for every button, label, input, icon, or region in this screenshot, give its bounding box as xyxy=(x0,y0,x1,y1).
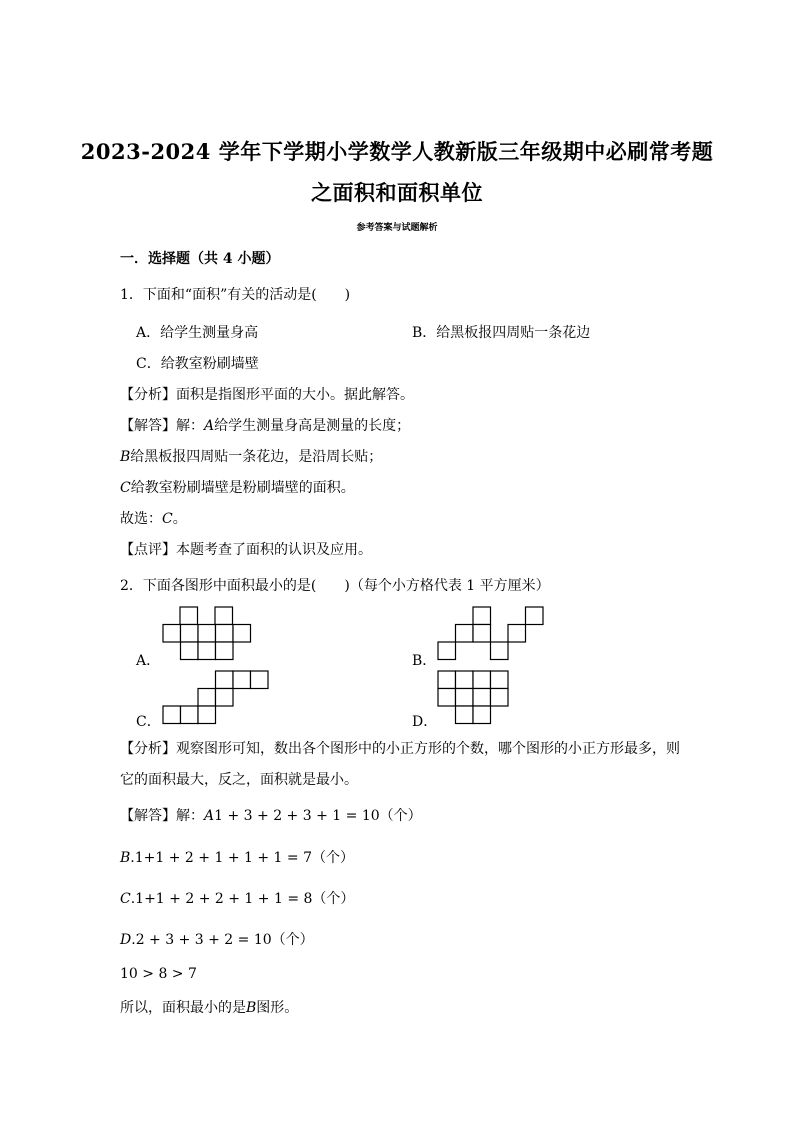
choice-prefix: 故选： xyxy=(120,511,162,527)
grid-square xyxy=(473,689,491,707)
grid-square xyxy=(491,642,509,660)
q1-solution-c xyxy=(120,477,355,497)
sol-text: 给学生测量身高是测量的长度； xyxy=(214,418,411,434)
grid-square xyxy=(473,706,491,724)
grid-square xyxy=(216,671,234,689)
q2-compare: 10 > 8 > 7 xyxy=(120,966,197,982)
choice-letter: C xyxy=(162,511,173,527)
grid-square xyxy=(491,689,509,707)
grid-square xyxy=(438,671,456,689)
conclusion-suffix: 图形。 xyxy=(256,1000,299,1016)
grid-square xyxy=(181,642,199,660)
grid-square xyxy=(456,706,474,724)
grid-square xyxy=(180,607,198,625)
choice-suffix: 。 xyxy=(172,511,187,527)
grid-square xyxy=(198,689,216,707)
solution-prefix: 解： xyxy=(176,418,204,434)
q1-solution-b xyxy=(120,446,382,466)
grid-square xyxy=(456,625,474,643)
q2-label-b: B． xyxy=(412,653,437,669)
grid-square xyxy=(438,689,456,707)
q2-eq-b: B.1+1 + 2 + 1 + 1 + 1 = 7（个） xyxy=(120,850,354,866)
sol-letter: A xyxy=(204,418,215,434)
grid-square xyxy=(473,625,491,643)
grid-square xyxy=(456,689,474,707)
grid-square xyxy=(491,671,509,689)
q2-figure-b xyxy=(437,606,547,662)
comment-text: 本题考查了面积的认识及应用。 xyxy=(176,542,372,558)
analysis-text: 面积是指图形平面的大小。据此解答。 xyxy=(176,387,414,403)
grid-square xyxy=(163,706,181,724)
solution-prefix: 解： xyxy=(176,808,204,824)
q1-stem: 1．下面和“面积”有关的活动是( ) xyxy=(120,287,351,303)
grid-square xyxy=(216,625,234,643)
grid-square xyxy=(438,642,456,660)
q2-label-c: C． xyxy=(136,714,161,730)
q1-option-b: B．给黑板报四周贴一条花边 xyxy=(412,325,591,341)
grid-square xyxy=(163,625,181,643)
eq-letter: C xyxy=(120,891,131,907)
analysis-text: 观察图形可知，数出各个图形中的小正方形的个数，哪个图形的小正方形最多，则 xyxy=(176,741,680,757)
q2-analysis-cont: 它的面积最大，反之，面积就是最小。 xyxy=(120,772,358,788)
section-heading: 一．选择题（共 4 小题） xyxy=(120,251,280,267)
analysis-tag: 【分析】 xyxy=(120,387,176,403)
eq-text: 1+1 + 2 + 1 + 1 + 1 = 7（个） xyxy=(134,850,354,866)
grid-square xyxy=(216,689,234,707)
q2-stem: 2．下面各图形中面积最小的是( )（每个小方格代表 1 平方厘米） xyxy=(120,578,550,594)
solution-tag: 【解答】 xyxy=(120,808,176,824)
analysis-tag: 【分析】 xyxy=(120,741,176,757)
conclusion-letter: B xyxy=(246,1000,257,1016)
q2-figure-c xyxy=(162,670,272,726)
q2-label-a: A． xyxy=(136,653,161,669)
eq-text: 1+1 + 2 + 2 + 1 + 1 = 8（个） xyxy=(135,891,355,907)
q1-choice xyxy=(120,508,187,528)
grid-square xyxy=(251,671,269,689)
eq-letter: B xyxy=(120,850,131,866)
doc-title-line2: 之面积和面积单位 xyxy=(311,180,483,205)
grid-square xyxy=(456,671,474,689)
conclusion-prefix: 所以，面积最小的是 xyxy=(120,1000,246,1016)
q1-comment xyxy=(120,539,372,559)
grid-square xyxy=(473,671,491,689)
q2-label-d: D． xyxy=(412,714,438,730)
q2-figure-d xyxy=(437,670,517,726)
q1-analysis xyxy=(120,384,414,404)
grid-square xyxy=(526,607,544,625)
comment-tag: 【点评】 xyxy=(120,542,176,558)
grid-square xyxy=(181,706,199,724)
grid-square xyxy=(508,625,526,643)
q1-solution xyxy=(120,415,410,435)
sol-letter: C xyxy=(120,480,131,496)
q2-analysis xyxy=(120,738,680,758)
grid-square xyxy=(233,625,251,643)
sol-text: 给教室粉刷墙壁是粉刷墙壁的面积。 xyxy=(130,480,355,496)
grid-square xyxy=(215,607,233,625)
q2-eq-d: D.2 + 3 + 3 + 2 = 10（个） xyxy=(120,932,314,948)
eq-text: 2 + 3 + 3 + 2 = 10（个） xyxy=(135,932,314,948)
q1-option-c: C．给教室粉刷墙壁 xyxy=(136,356,259,372)
grid-square xyxy=(233,671,251,689)
doc-subtitle: 参考答案与试题解析 xyxy=(356,223,438,233)
grid-square xyxy=(198,642,216,660)
eq-text: 1 + 3 + 2 + 3 + 1 = 10（个） xyxy=(214,808,422,824)
q1-option-a: A．给学生测量身高 xyxy=(136,325,259,341)
doc-title-line1: 2023-2024 学年下学期小学数学人教新版三年级期中必刷常考题 xyxy=(80,139,714,164)
solution-tag: 【解答】 xyxy=(120,418,176,434)
grid-square xyxy=(473,607,491,625)
sol-text: 给黑板报四周贴一条花边，是沿周长贴； xyxy=(130,449,383,465)
grid-square xyxy=(198,625,216,643)
eq-letter: D xyxy=(120,932,132,948)
q2-figure-a xyxy=(162,606,252,662)
q2-solution xyxy=(120,805,422,825)
grid-square xyxy=(181,625,199,643)
sol-letter: B xyxy=(120,449,131,465)
grid-square xyxy=(198,706,216,724)
q2-eq-c: C.1+1 + 2 + 2 + 1 + 1 = 8（个） xyxy=(120,891,355,907)
eq-letter: A xyxy=(204,808,215,824)
grid-square xyxy=(216,642,234,660)
q2-conclusion xyxy=(120,997,298,1017)
